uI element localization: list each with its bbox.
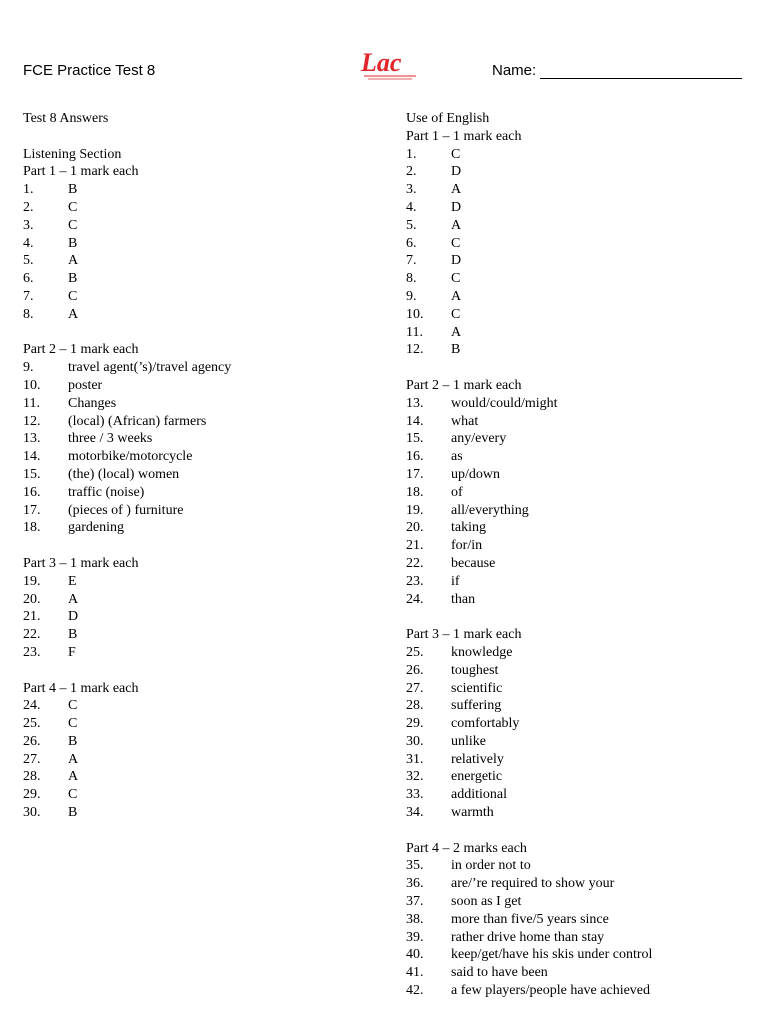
answer-number: 1.: [23, 182, 34, 198]
answer-number: 38.: [406, 911, 424, 927]
answer-row: [23, 644, 383, 662]
answer-value: D: [68, 609, 79, 625]
answer-value: B: [451, 342, 461, 358]
answer-row: [406, 466, 756, 484]
answer-value: rather drive home than stay: [451, 929, 605, 945]
answer-number: 8.: [406, 271, 417, 287]
answer-row: [23, 466, 383, 484]
answer-row: [406, 395, 756, 413]
answer-row: [406, 875, 756, 893]
answer-value: C: [68, 787, 78, 803]
answer-row: [406, 893, 756, 911]
answer-number: 15.: [23, 466, 41, 482]
answer-number: 26.: [23, 733, 41, 749]
part-title: Part 3 – 1 mark each: [406, 627, 522, 643]
answer-value: travel agent(’s)/travel agency: [68, 360, 232, 376]
answer-row: [406, 662, 756, 680]
answer-number: 32.: [406, 769, 424, 785]
answer-value: (local) (African) farmers: [68, 413, 207, 429]
answer-value: C: [68, 698, 78, 714]
answer-number: 39.: [406, 929, 424, 945]
answer-value: F: [68, 644, 76, 660]
answer-number: 10.: [406, 306, 424, 322]
part-title: Part 2 – 1 mark each: [406, 377, 522, 393]
answer-number: 40.: [406, 947, 424, 963]
answer-value: gardening: [68, 520, 124, 536]
answer-value: motorbike/motorcycle: [68, 449, 193, 465]
answer-row: [23, 448, 383, 466]
answer-value: energetic: [451, 769, 503, 785]
answer-value: Changes: [68, 395, 117, 411]
answer-number: 29.: [406, 716, 424, 732]
answer-row: [23, 199, 383, 217]
document-title: FCE Practice Test 8: [23, 62, 156, 79]
answer-row: [406, 519, 756, 537]
answer-value: B: [68, 733, 78, 749]
answer-value: A: [451, 182, 462, 198]
section-heading: Use of English: [406, 111, 490, 126]
answer-row: [23, 786, 383, 804]
answer-number: 37.: [406, 894, 424, 910]
answer-row: [23, 573, 383, 591]
answer-number: 6.: [23, 271, 34, 287]
answers-heading: Test 8 Answers: [23, 111, 109, 126]
answer-row: [23, 697, 383, 715]
answer-row: [23, 430, 383, 448]
answer-number: 7.: [406, 253, 417, 269]
answer-value: toughest: [451, 662, 499, 678]
answer-row: [23, 715, 383, 733]
part-title: Part 4 – 2 marks each: [406, 840, 527, 856]
answer-value: for/in: [451, 538, 483, 554]
answer-value: A: [68, 591, 79, 607]
answer-value: suffering: [451, 698, 502, 714]
answer-value: said to have been: [451, 965, 548, 981]
answer-value: B: [68, 627, 78, 643]
answer-number: 18.: [23, 520, 41, 536]
name-blank-line: [540, 64, 742, 79]
answer-number: 8.: [23, 306, 34, 322]
answer-row: [23, 252, 383, 270]
answer-value: B: [68, 271, 78, 287]
answer-value: keep/get/have his skis under control: [451, 947, 653, 963]
answer-number: 10.: [23, 377, 41, 393]
answer-row: [406, 146, 756, 164]
answer-value: are/’re required to show your: [451, 876, 615, 892]
answer-row: [406, 786, 756, 804]
answer-number: 12.: [406, 342, 424, 358]
answer-value: (the) (local) women: [68, 466, 180, 482]
answer-value: A: [68, 769, 79, 785]
answer-value: of: [451, 484, 463, 500]
answer-number: 13.: [406, 395, 424, 411]
answer-row: [23, 413, 383, 431]
answer-number: 11.: [406, 324, 423, 340]
answer-value: C: [451, 235, 461, 251]
answer-row: [406, 413, 756, 431]
answer-value: soon as I get: [451, 894, 522, 910]
answer-value: B: [68, 235, 78, 251]
answer-number: 26.: [406, 662, 424, 678]
answer-number: 11.: [23, 395, 40, 411]
answer-row: [406, 502, 756, 520]
answer-row: [406, 252, 756, 270]
answer-value: D: [451, 164, 462, 180]
answer-row: [23, 751, 383, 769]
answer-number: 17.: [406, 466, 424, 482]
answer-row: [23, 608, 383, 626]
answer-row: [406, 484, 756, 502]
answer-row: [406, 751, 756, 769]
answer-row: [406, 573, 756, 591]
answer-value: more than five/5 years since: [451, 911, 609, 927]
answer-number: 20.: [23, 591, 41, 607]
answer-value: what: [451, 413, 479, 429]
answer-value: C: [451, 271, 461, 287]
answer-row: [23, 181, 383, 199]
answer-number: 22.: [406, 555, 424, 571]
section-heading: Listening Section: [23, 146, 122, 162]
answer-row: [23, 359, 383, 377]
answer-number: 1.: [406, 146, 417, 162]
answer-row: [406, 644, 756, 662]
answer-number: 19.: [406, 502, 424, 518]
answer-number: 14.: [23, 449, 41, 465]
answer-row: [23, 235, 383, 253]
answer-value: A: [451, 288, 462, 304]
answer-value: because: [451, 555, 496, 571]
name-field: [492, 62, 742, 79]
answer-value: C: [68, 217, 78, 233]
answer-row: [406, 430, 756, 448]
answer-value: (pieces of ) furniture: [68, 502, 184, 518]
answer-value: if: [451, 573, 460, 589]
answer-row: [23, 626, 383, 644]
answer-row: [23, 377, 383, 395]
use-of-english-parts: [406, 128, 756, 1000]
answer-number: 27.: [23, 751, 41, 767]
answer-number: 12.: [23, 413, 41, 429]
answer-number: 22.: [23, 627, 41, 643]
answer-number: 4.: [406, 199, 417, 215]
answer-number: 41.: [406, 965, 424, 981]
answer-number: 3.: [23, 217, 34, 233]
answer-row: [23, 217, 383, 235]
answer-number: 31.: [406, 751, 424, 767]
answer-value: B: [68, 805, 78, 821]
answer-number: 42.: [406, 983, 424, 999]
part-title: Part 4 – 1 mark each: [23, 680, 139, 696]
answer-row: [406, 715, 756, 733]
listening-parts: [23, 163, 383, 821]
answer-value: D: [451, 253, 462, 269]
answer-row: [23, 484, 383, 502]
answer-number: 15.: [406, 431, 424, 447]
answer-value: any/every: [451, 431, 507, 447]
answer-value: unlike: [451, 733, 486, 749]
answer-number: 28.: [23, 769, 41, 785]
answer-value: taking: [451, 520, 486, 536]
answer-row: [406, 946, 756, 964]
answer-value: scientific: [451, 680, 503, 696]
answer-value: traffic (noise): [68, 484, 145, 500]
answer-number: 24.: [406, 591, 424, 607]
part-title: Part 3 – 1 mark each: [23, 555, 139, 571]
part-title: Part 2 – 1 mark each: [23, 342, 139, 358]
logo-text: Lac: [361, 48, 402, 77]
answer-value: C: [68, 199, 78, 215]
answer-value: warmth: [451, 805, 494, 821]
answer-row: [23, 306, 383, 324]
answer-row: [406, 733, 756, 751]
answer-number: 2.: [23, 199, 34, 215]
answer-value: C: [451, 146, 461, 162]
answer-number: 3.: [406, 182, 417, 198]
answer-number: 35.: [406, 858, 424, 874]
answer-number: 25.: [23, 716, 41, 732]
answer-value: in order not to: [451, 858, 531, 874]
answer-row: [406, 555, 756, 573]
answer-row: [406, 591, 756, 609]
answer-number: 5.: [406, 217, 417, 233]
answer-row: [23, 804, 383, 822]
answer-row: [23, 395, 383, 413]
answer-row: [23, 591, 383, 609]
answer-value: B: [68, 182, 78, 198]
answer-row: [23, 733, 383, 751]
answer-row: [406, 911, 756, 929]
answer-value: as: [451, 449, 463, 465]
answer-value: A: [451, 217, 462, 233]
answer-row: [406, 324, 756, 342]
answer-row: [406, 982, 756, 1000]
answer-row: [23, 270, 383, 288]
answer-number: 16.: [406, 449, 424, 465]
answer-row: [23, 288, 383, 306]
answer-row: [23, 502, 383, 520]
answer-number: 33.: [406, 787, 424, 803]
answer-row: [406, 199, 756, 217]
answer-number: 36.: [406, 876, 424, 892]
answer-row: [406, 341, 756, 359]
answer-number: 6.: [406, 235, 417, 251]
answer-number: 21.: [406, 538, 424, 554]
answer-row: [406, 235, 756, 253]
answer-value: would/could/might: [451, 395, 558, 411]
answer-row: [406, 768, 756, 786]
answer-number: 30.: [23, 805, 41, 821]
answer-number: 4.: [23, 235, 34, 251]
answer-number: 18.: [406, 484, 424, 500]
answer-value: A: [68, 253, 79, 269]
answer-row: [406, 270, 756, 288]
answer-number: 2.: [406, 164, 417, 180]
answer-row: [406, 448, 756, 466]
answer-value: D: [451, 199, 462, 215]
part-title: Part 1 – 1 mark each: [23, 164, 139, 180]
answer-number: 13.: [23, 431, 41, 447]
answer-row: [406, 804, 756, 822]
answer-number: 9.: [23, 360, 34, 376]
answer-row: [406, 288, 756, 306]
answer-value: C: [68, 716, 78, 732]
answer-number: 29.: [23, 787, 41, 803]
answer-value: comfortably: [451, 716, 520, 732]
answer-row: [406, 964, 756, 982]
answer-value: A: [68, 751, 79, 767]
answer-number: 28.: [406, 698, 424, 714]
answer-number: 17.: [23, 502, 41, 518]
answer-number: 23.: [23, 644, 41, 660]
answer-value: E: [68, 573, 77, 589]
answer-row: [406, 163, 756, 181]
answer-row: [406, 181, 756, 199]
answer-value: additional: [451, 787, 507, 803]
answer-number: 24.: [23, 698, 41, 714]
answer-value: A: [68, 306, 79, 322]
answer-number: 19.: [23, 573, 41, 589]
answer-row: [23, 519, 383, 537]
answer-number: 14.: [406, 413, 424, 429]
answer-row: [406, 306, 756, 324]
answer-row: [406, 680, 756, 698]
answer-number: 30.: [406, 733, 424, 749]
answer-value: poster: [68, 377, 103, 393]
answer-row: [406, 929, 756, 947]
answer-value: relatively: [451, 751, 504, 767]
answer-row: [406, 857, 756, 875]
answer-row: [406, 217, 756, 235]
lac-logo: [360, 46, 420, 82]
answer-number: 16.: [23, 484, 41, 500]
answer-value: a few players/people have achieved: [451, 983, 651, 999]
answer-value: knowledge: [451, 644, 513, 660]
answer-value: than: [451, 591, 476, 607]
use-of-english-column: [406, 110, 756, 1000]
answer-row: [406, 697, 756, 715]
answer-value: C: [68, 288, 78, 304]
answer-value: A: [451, 324, 462, 340]
answer-number: 7.: [23, 288, 34, 304]
answer-number: 25.: [406, 644, 424, 660]
answer-number: 21.: [23, 609, 41, 625]
name-label: Name:: [492, 62, 537, 79]
answer-number: 20.: [406, 520, 424, 536]
answer-number: 9.: [406, 288, 417, 304]
answer-value: three / 3 weeks: [68, 431, 153, 447]
answer-number: 23.: [406, 573, 424, 589]
answer-row: [406, 537, 756, 555]
answer-value: all/everything: [451, 502, 529, 518]
answer-value: up/down: [451, 466, 500, 482]
listening-column: [23, 110, 383, 822]
part-title: Part 1 – 1 mark each: [406, 128, 522, 144]
answer-value: C: [451, 306, 461, 322]
answer-number: 34.: [406, 805, 424, 821]
answer-number: 5.: [23, 253, 34, 269]
answer-row: [23, 768, 383, 786]
answer-number: 27.: [406, 680, 424, 696]
